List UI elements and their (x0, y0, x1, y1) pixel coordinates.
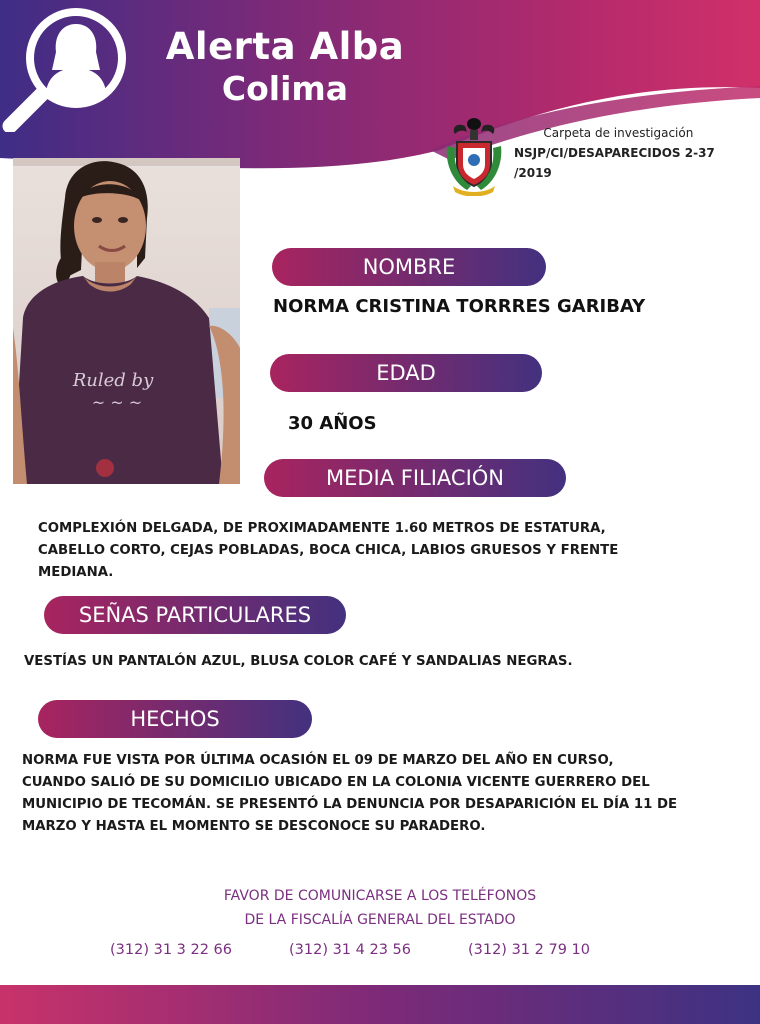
section-label-media-filiacion: MEDIA FILIACIÓN (264, 459, 566, 497)
title-line-2: Colima (221, 69, 349, 108)
phone-number[interactable]: (312) 31 2 79 10 (467, 942, 590, 958)
state-seal-icon (443, 116, 505, 196)
description-line: MEDIANA. (38, 565, 114, 580)
contact-line-1: FAVOR DE COMUNICARSE A LOS TELÉFONOS (223, 888, 537, 904)
description-line: COMPLEXIÓN DELGADA, DE PROXIMADAMENTE 1.60 METROS DE ESTATURA, (38, 521, 606, 536)
description-line: CABELLO CORTO, CEJAS POBLADAS, BOCA CHICA, LABIOS GRUESOS Y FRENTE (38, 543, 619, 558)
phone-number[interactable]: (312) 31 4 23 56 (288, 942, 411, 958)
facts-text (22, 750, 746, 838)
description-text (38, 518, 728, 584)
section-label-edad: EDAD (270, 354, 542, 392)
section-label-nombre: NOMBRE (272, 248, 546, 286)
page-title (150, 26, 420, 110)
case-file-number: NSJP/CI/DESAPARECIDOS 2-37 (514, 146, 715, 160)
svg-text:Ruled by: Ruled by (72, 370, 154, 391)
case-file-year: /2019 (514, 166, 552, 180)
facts-line: MUNICIPIO DE TECOMÁN. SE PRESENTÓ LA DENUNCIA POR DESAPARICIÓN EL DÍA 11 DE (22, 797, 678, 812)
case-file-label: Carpeta de investigación (543, 126, 694, 140)
facts-line: CUANDO SALIÓ DE SU DOMICILIO UBICADO EN LA COLONIA VICENTE GUERRERO DEL (22, 775, 650, 790)
section-label-senas: SEÑAS PARTICULARES (44, 596, 346, 634)
missing-person-photo (13, 158, 240, 484)
case-file (514, 123, 715, 183)
section-label-hechos: HECHOS (38, 700, 312, 738)
phone-list (110, 942, 590, 958)
phone-number[interactable]: (312) 31 3 22 66 (110, 942, 233, 958)
title-line-1: Alerta Alba (165, 25, 405, 68)
missing-person-age: 30 AÑOS (288, 413, 377, 434)
svg-text:~ ~ ~: ~ ~ ~ (91, 393, 143, 412)
footer-bar (0, 985, 760, 1024)
facts-line: NORMA FUE VISTA POR ÚLTIMA OCASIÓN EL 09 DE MARZO DEL AÑO EN CURSO, (22, 753, 614, 768)
distinguishing-marks-text: VESTÍAS UN PANTALÓN AZUL, BLUSA COLOR CAFÉ Y SANDALIAS NEGRAS. (24, 654, 573, 669)
contact-line-2: DE LA FISCALÍA GENERAL DEL ESTADO (244, 912, 516, 928)
facts-line: MARZO Y HASTA EL MOMENTO SE DESCONOCE SU PARADERO. (22, 819, 486, 834)
missing-person-name: NORMA CRISTINA TORRRES GARIBAY (273, 296, 646, 317)
search-person-icon (0, 0, 132, 132)
